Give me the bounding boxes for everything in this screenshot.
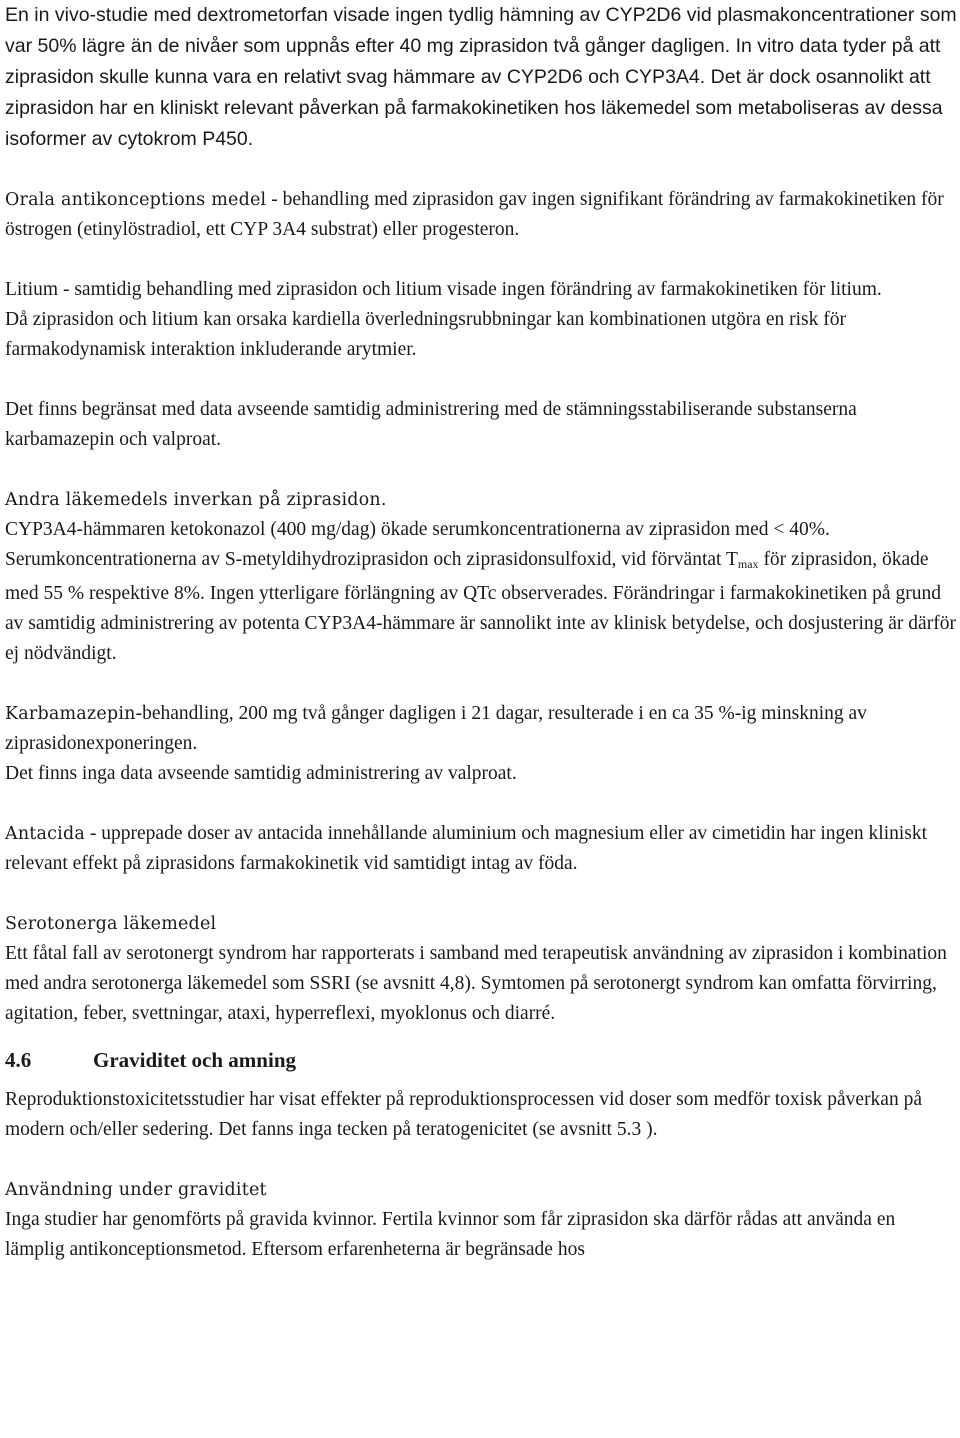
paragraph-ketoconazole (5, 515, 957, 669)
paragraph-other-drugs-label (5, 485, 957, 515)
paragraph-pregnancy: Inga studier har genomförts på gravida kvinnor. Fertila kvinnor som får ziprasidon ska därför rådas att använda en lämplig antikonceptionsmetod. Eftersom erfarenheterna är begränsade hos (5, 1209, 896, 1260)
paragraph-mood-stabilizers: Det finns begränsat med data avseende samtidig administrering med de stämningsstabiliserande substanserna karbamazepin och valproat. (5, 399, 857, 450)
other-drugs-label: Andra läkemedels inverkan på ziprasidon. (5, 490, 387, 510)
ketoconazole-text-b: för ziprasidon, ökade med 55 % respektive 8%. Ingen ytterligare förlängning av QTc observerades. Förändringar i farmakokinetiken på grund av samtidig administrering av potenta CYP3A4-hämmare är sannolikt inte av klinisk betydelse, och dosjustering är därför ej nödvändigt. (5, 549, 956, 664)
paragraph-cyp2d6-part1: En in vivo-studie med dextrometorfan visade ingen tydlig hämning av CYP2D6 vid plasmakoncentrationer som var 50% lägre än de nivåer som uppnås efter 40 mg ziprasidon två gånger dagligen. In vitro data tyder på att ziprasidon skulle kunna vara en relativt svag hämmare av CYP2D6 och CYP3A4. (5, 4, 957, 88)
tmax-subscript: max (737, 557, 759, 571)
paragraph-pregnancy-label (5, 1175, 957, 1205)
paragraph-cyp2d6 (5, 0, 957, 155)
paragraph-cyp2d6-part2: Det är dock osannolikt att ziprasidon har en kliniskt relevant påverkan på farmakokinetiken hos läkemedel som metaboliseras av dessa isoformer av cytokrom P450. (5, 66, 943, 150)
paragraph-serotonergic: Ett fåtal fall av serotonergt syndrom har rapporterats i samband med terapeutisk användning av ziprasidon i kombination med andra serotonerga läkemedel som SSRI (se avsnitt 4,8). Symtomen på serotonergt syndrom kan omfatta förvirring, agitation, feber, svettningar, ataxi, hyperreflexi, myoklonus och diarré. (5, 943, 947, 1024)
serotonergic-label: Serotonerga läkemedel (5, 914, 217, 934)
oral-contraceptives-text: - behandling med ziprasidon gav ingen signifikant förändring av farmakokinetiken för östrogen (etinylöstradiol, ett CYP 3A4 substrat) eller progesteron. (5, 189, 944, 240)
document-page (5, 0, 957, 1265)
carbamazepine-label: Karbamazepin (5, 704, 136, 724)
pregnancy-label: Användning under graviditet (5, 1180, 267, 1200)
paragraph-antacids (5, 819, 957, 879)
paragraph-serotonergic-label (5, 909, 957, 939)
section-number: 4.6 (5, 1048, 32, 1072)
paragraph-lithium-risk: Då ziprasidon och litium kan orsaka kardiella överledningsrubbningar kan kombinationen utgöra en risk för farmakodynamisk interaktion inkluderande arytmier. (5, 309, 846, 360)
paragraph-carbamazepine (5, 699, 957, 759)
section-title: Graviditet och amning (93, 1048, 296, 1072)
antacids-label: Antacida (5, 824, 86, 844)
carbamazepine-text: -behandling, 200 mg två gånger dagligen i 21 dagar, resulterade i en ca 35 %-ig minskning av ziprasidonexponeringen. (5, 703, 867, 754)
paragraph-reproduction: Reproduktionstoxicitetsstudier har visat effekter på reproduktionsprocessen vid doser som medför toxisk påverkan på modern och/eller sedering. Det fanns inga tecken på teratogenicitet (se avsnitt 5.3 ). (5, 1089, 922, 1140)
paragraph-oral-contraceptives (5, 185, 957, 245)
paragraph-lithium: Litium - samtidig behandling med ziprasidon och litium visade ingen förändring av farmakokinetiken för litium. (5, 279, 882, 300)
section-heading (5, 1045, 957, 1075)
antacids-text: - upprepade doser av antacida innehållande aluminium och magnesium eller av cimetidin har ingen kliniskt relevant effekt på ziprasidons farmakokinetik vid samtidigt intag av föda. (5, 823, 928, 874)
paragraph-valproate: Det finns inga data avseende samtidig administrering av valproat. (5, 763, 517, 784)
oral-contraceptives-label: Orala antikonceptions medel (5, 190, 267, 210)
ketoconazole-text-a: CYP3A4-hämmaren ketokonazol (400 mg/dag) ökade serumkoncentrationerna av ziprasidon med < 40%. Serumkoncentrationerna av S-metyldihydroziprasidon och ziprasidonsulfoxid, vid förväntat T (5, 519, 830, 570)
